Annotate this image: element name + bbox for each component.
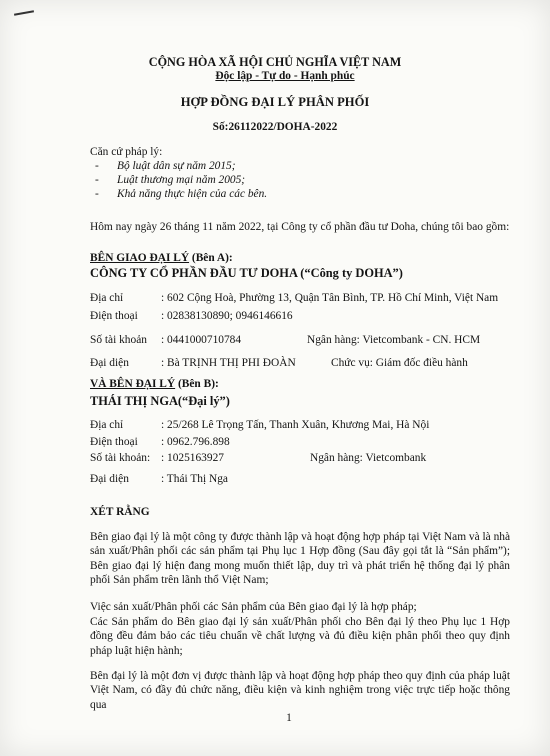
party-a-address-label: Địa chỉ [90,292,124,304]
party-a-rep: : Bà TRỊNH THỊ PHI ĐOÀN [161,357,296,369]
contract-number: Số:26112022/DOHA-2022 [212,121,338,133]
motto: Độc lập - Tự do - Hạnh phúc [215,70,355,82]
legal-basis-heading: Căn cứ pháp lý: [90,146,163,158]
party-a-bank: Ngân hàng: Vietcombank - CN. HCM [307,334,481,346]
party-b-phone-label: Điện thoại [90,436,138,448]
whereas-paragraph: Việc sản xuất/Phân phối các Sản phẩm của Bên giao đại lý là hợp pháp; [90,601,417,613]
party-a-rep-label: Đại diện [90,357,129,369]
party-a-position: Chức vụ: Giám đốc điều hành [331,357,468,369]
legal-basis-item: Luật thương mại năm 2005; [117,174,246,186]
party-a-phone: : 02838130890; 0946146616 [161,310,293,322]
dash: - [95,160,99,172]
party-b-account: : 1025163927 [161,452,224,464]
dash: - [95,174,99,186]
party-b-name: THÁI THỊ NGA(“Đại lý”) [90,394,230,408]
whereas-paragraph: Bên đại lý là một đơn vị được thành lập và hoạt động hợp pháp theo quy định của pháp luật Việt Nam, có đầy đủ chức năng, điều kiện và kinh nghiệm trong việc trực tiếp hoặc thông qua [90,670,510,711]
party-b-bank: Ngân hàng: Vietcombank [310,452,427,464]
party-b-rep-label: Đại diện [90,473,129,485]
page-number: 1 [286,712,292,724]
intro-text: Hôm nay ngày 26 tháng 11 năm 2022, tại Công ty cổ phần đầu tư Doha, chúng tôi bao gồm: [90,221,510,233]
whereas-paragraph: Các Sản phẩm do Bên giao đại lý sản xuất/Phân phối cho Bên đại lý theo Phụ lục 1 Hợp đồng đều đảm bảo các tiêu chuẩn về chất lượng và đủ điều kiện phân phối theo quy định pháp luật hiện hành; [90,616,510,657]
party-b-address-label: Địa chỉ [90,419,124,431]
party-a-address: : 602 Cộng Hoà, Phường 13, Quận Tân Bình, TP. Hồ Chí Minh, Việt Nam [161,292,499,304]
country-name: CỘNG HÒA XÃ HỘI CHỦ NGHĨA VIỆT NAM [148,55,402,69]
party-b-heading-label: VÀ BÊN ĐẠI LÝ [90,378,176,390]
party-a-heading [90,252,233,265]
party-a-account: : 0441000710784 [161,334,242,346]
party-a-phone-label: Điện thoại [90,310,138,322]
contract-title: HỢP ĐỒNG ĐẠI LÝ PHÂN PHỐI [180,95,370,109]
whereas-heading: XÉT RẰNG [90,506,150,518]
party-a-heading-suffix: (Bên A): [189,252,233,264]
party-b-address: : 25/268 Lê Trọng Tấn, Thanh Xuân, Khương Mai, Hà Nội [161,419,430,431]
party-a-heading-label: BÊN GIAO ĐẠI LÝ [90,252,190,264]
whereas-paragraph: Bên giao đại lý là một công ty được thành lập và hoạt động hợp pháp tại Việt Nam và là nhà sản xuất/Phân phối các sản phẩm tại Phụ lục 1 Hợp đồng (Sau đây gọi tắt là “Sản phẩm”); Bên giao đại lý hiện đang mong muốn thiết lập, duy trì và phát triển hệ thống đại lý phân phối Sản phẩm trên lãnh thổ Việt Nam; [90,531,511,586]
dash: - [95,188,99,200]
party-b-rep: : Thái Thị Nga [161,473,228,485]
party-b-phone: : 0962.796.898 [161,436,230,448]
legal-basis-item: Khả năng thực hiện của các bên. [117,188,268,200]
party-b-heading-suffix: (Bên B): [175,378,219,390]
party-b-account-label: Số tài khoản: [90,452,151,464]
party-a-account-label: Số tài khoản [90,334,147,346]
party-a-name: CÔNG TY CỔ PHẦN ĐẦU TƯ DOHA (“Công ty DOHA”) [90,266,403,280]
party-b-heading [90,378,219,391]
scan-mark [14,10,34,15]
legal-basis-item: Bộ luật dân sự năm 2015; [117,160,236,172]
